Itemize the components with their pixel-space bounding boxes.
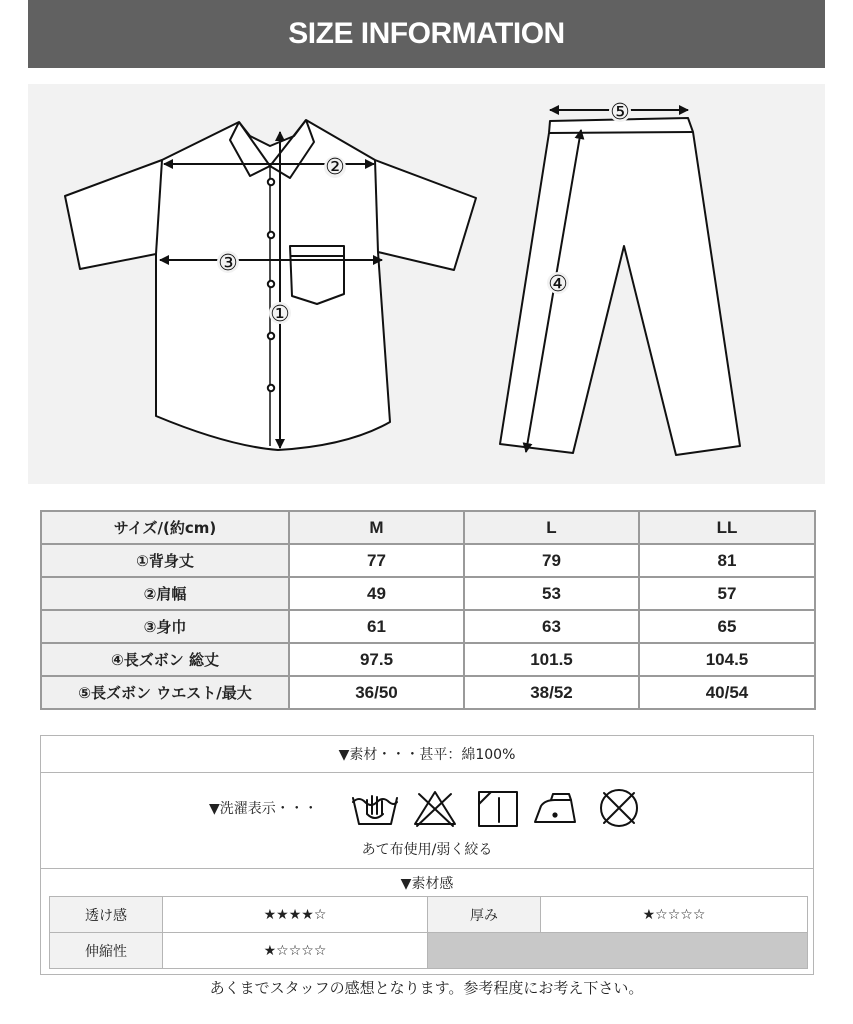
- material-line: ▼素材・・・甚平：綿100%: [41, 736, 813, 773]
- pants-icon: [500, 118, 740, 455]
- no-bleach-icon: [415, 792, 455, 826]
- cell-value: 49: [289, 577, 464, 610]
- page-title: SIZE INFORMATION: [28, 0, 825, 68]
- header-size: サイズ/(約cm): [41, 511, 289, 544]
- care-label: ▼洗濯表示・・・: [209, 801, 318, 817]
- cell-value: 81: [639, 544, 815, 577]
- empty-cell: [428, 933, 808, 969]
- cell-value: 63: [464, 610, 639, 643]
- label-chest: ③: [218, 251, 238, 276]
- care-note: あて布使用/弱く絞る: [361, 842, 493, 858]
- label-waist: ⑤: [610, 100, 630, 125]
- table-row: [41, 676, 815, 709]
- row-label: ②肩幅: [41, 577, 289, 610]
- cell-value: 61: [289, 610, 464, 643]
- stretch-label: 伸縮性: [50, 933, 163, 969]
- garment-illustration: [28, 84, 825, 484]
- table-row: [41, 544, 815, 577]
- header-l: L: [464, 511, 639, 544]
- cell-value: 104.5: [639, 643, 815, 676]
- label-shoulder: ②: [325, 155, 345, 180]
- thickness-rating: ★☆☆☆☆: [541, 897, 808, 933]
- footnote: あくまでスタッフの感想となります。参考程度にお考え下さい。: [209, 979, 644, 997]
- row-label: ①背身丈: [41, 544, 289, 577]
- cell-value: 36/50: [289, 676, 464, 709]
- label-length: ①: [270, 302, 290, 327]
- care-icons: [349, 786, 649, 830]
- header-m: M: [289, 511, 464, 544]
- cell-value: 79: [464, 544, 639, 577]
- see-through-rating: ★★★★☆: [163, 897, 428, 933]
- feel-title: ▼素材感: [41, 868, 813, 896]
- shirt-icon: [65, 120, 476, 450]
- size-diagram: [28, 84, 825, 484]
- cell-value: 77: [289, 544, 464, 577]
- row-label: ③身巾: [41, 610, 289, 643]
- size-table: [40, 510, 816, 710]
- stretch-rating: ★☆☆☆☆: [163, 933, 428, 969]
- no-tumble-dry-icon: [601, 790, 637, 826]
- table-row: [41, 577, 815, 610]
- thickness-label: 厚み: [428, 897, 541, 933]
- see-through-label: 透け感: [50, 897, 163, 933]
- table-row: [41, 643, 815, 676]
- header-ll: LL: [639, 511, 815, 544]
- table-row: [41, 610, 815, 643]
- cell-value: 57: [639, 577, 815, 610]
- product-info-box: [40, 735, 814, 975]
- cell-value: 101.5: [464, 643, 639, 676]
- cell-value: 97.5: [289, 643, 464, 676]
- table-header-row: [41, 511, 815, 544]
- cell-value: 38/52: [464, 676, 639, 709]
- cell-value: 53: [464, 577, 639, 610]
- feel-table: [49, 896, 808, 969]
- row-label: ④長ズボン 総丈: [41, 643, 289, 676]
- table-row: [50, 933, 808, 969]
- line-dry-shade-icon: [479, 792, 517, 826]
- low-iron-icon: [535, 794, 575, 822]
- row-label: ⑤長ズボン ウエスト/最大: [41, 676, 289, 709]
- cell-value: 65: [639, 610, 815, 643]
- hand-wash-icon: [353, 796, 397, 824]
- label-pants-length: ④: [548, 272, 568, 297]
- cell-value: 40/54: [639, 676, 815, 709]
- table-row: [50, 897, 808, 933]
